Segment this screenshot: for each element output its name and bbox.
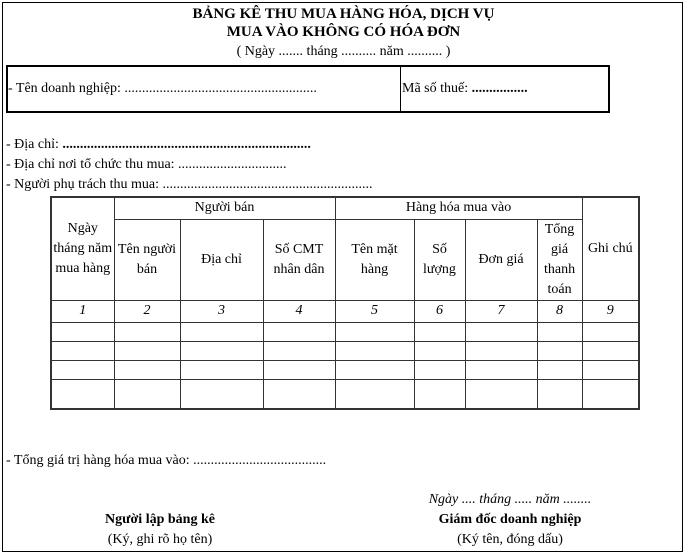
document-title-line2: MUA VÀO KHÔNG CÓ HÓA ĐƠN <box>226 24 461 40</box>
address-dots: ....................................................................... <box>62 137 311 152</box>
tax-code-field <box>402 81 528 97</box>
header-item-name: Tên mặt hàng <box>335 219 414 300</box>
table-row <box>51 380 639 409</box>
table-row <box>51 341 639 360</box>
column-number: 9 <box>582 300 639 322</box>
column-number: 5 <box>335 300 414 322</box>
column-number: 8 <box>537 300 582 322</box>
tax-code-label: Mã số thuế: <box>402 81 469 96</box>
info-divider <box>400 67 401 111</box>
address-label: - Địa chỉ: <box>6 137 59 152</box>
header-seller-name: Tên người bán <box>114 219 180 300</box>
tax-code-dots: ................ <box>471 81 528 96</box>
column-number: 3 <box>180 300 263 322</box>
header-purchase-date: Ngày tháng năm mua hàng <box>51 197 114 300</box>
director-title: Giám đốc doanh nghiệp <box>438 512 582 527</box>
table-row <box>51 361 639 380</box>
header-unit-price: Đơn giá <box>465 219 537 300</box>
column-number: 6 <box>414 300 465 322</box>
director-note: (Ký tên, đóng dấu) <box>457 532 563 547</box>
header-quantity: Số lượng <box>414 219 465 300</box>
address-field <box>6 137 311 153</box>
purchase-place-field: - Địa chỉ nơi tổ chức thu mua: ............................... <box>6 157 287 172</box>
header-id-number: Số CMT nhân dân <box>263 219 335 300</box>
header-note: Ghi chú <box>582 197 639 300</box>
header-total-payment: Tổng giá thanh toán <box>537 219 582 300</box>
column-number: 7 <box>465 300 537 322</box>
column-number: 2 <box>114 300 180 322</box>
purchase-person-field: - Người phụ trách thu mua: ............................................................ <box>6 177 373 192</box>
column-number: 4 <box>263 300 335 322</box>
preparer-title: Người lập bảng kê <box>105 512 215 527</box>
document-title: BẢNG KÊ THU MUA HÀNG HÓA, DỊCH VỤ <box>192 6 495 22</box>
company-name-field: - Tên doanh nghiệp: ....................................................... <box>8 81 317 96</box>
table-row <box>51 322 639 341</box>
column-number: 1 <box>51 300 114 322</box>
total-value-field: - Tổng giá trị hàng hóa mua vào: ...................................... <box>6 453 327 468</box>
signature-date: Ngày .... tháng ..... năm ........ <box>428 492 592 507</box>
purchase-table <box>50 196 640 410</box>
header-address: Địa chỉ <box>180 219 263 300</box>
document-date: ( Ngày ....... tháng .......... năm .......... ) <box>236 44 451 59</box>
header-group-seller: Người bán <box>114 197 335 219</box>
column-number-row <box>51 300 639 322</box>
preparer-note: (Ký, ghi rõ họ tên) <box>107 532 213 547</box>
header-group-goods: Hàng hóa mua vào <box>335 197 582 219</box>
